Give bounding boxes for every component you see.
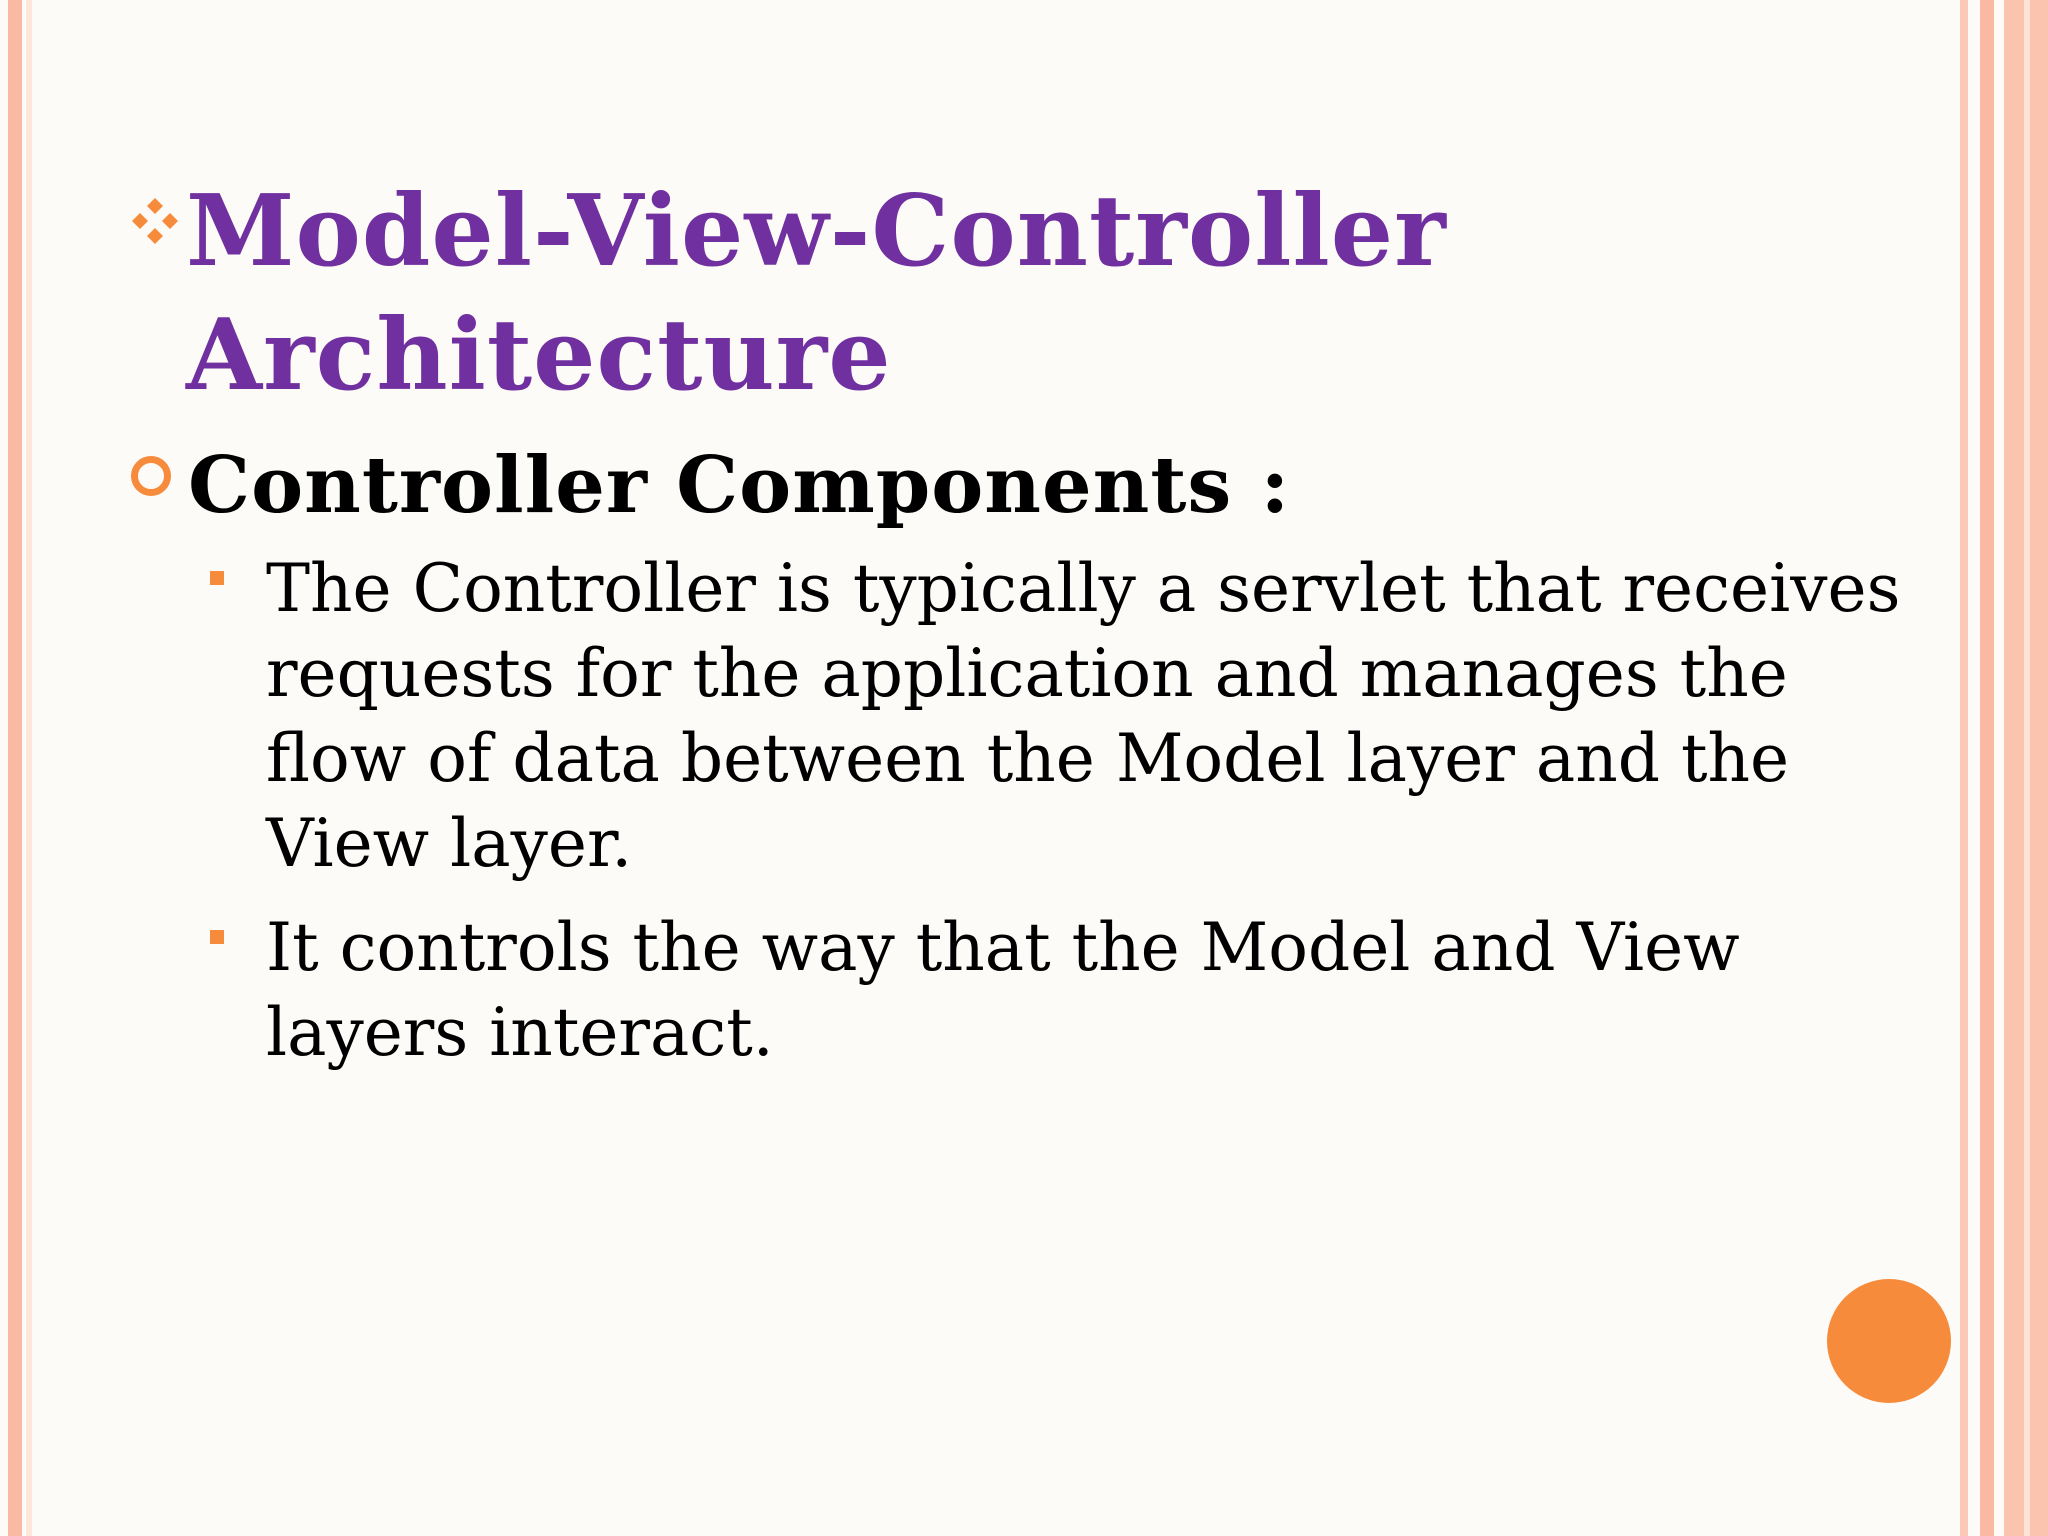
left-border-inner-stripe [26,0,32,1536]
diamond-cluster-icon [128,194,182,248]
right-border-stripe-b [1980,0,1994,1536]
heading-item [128,436,1908,536]
square-icon [210,930,224,944]
heading-text: Controller Components : [188,440,1291,531]
left-border-stripe [8,0,22,1536]
right-border-stripe-d [2024,0,2030,1536]
decorative-circle [1827,1279,1951,1403]
slide-title: Model-View-Controller Architecture [186,174,1447,413]
square-icon [210,571,224,585]
ring-icon [131,456,171,496]
bullet-text: The Controller is typically a servlet that receives requests for the application and manages the flow of data between the Model layer and the View layer. [266,550,1901,882]
bullet-text: It controls the way that the Model and View layers interact. [266,909,1740,1071]
right-border-stripe-a [1960,0,1968,1536]
